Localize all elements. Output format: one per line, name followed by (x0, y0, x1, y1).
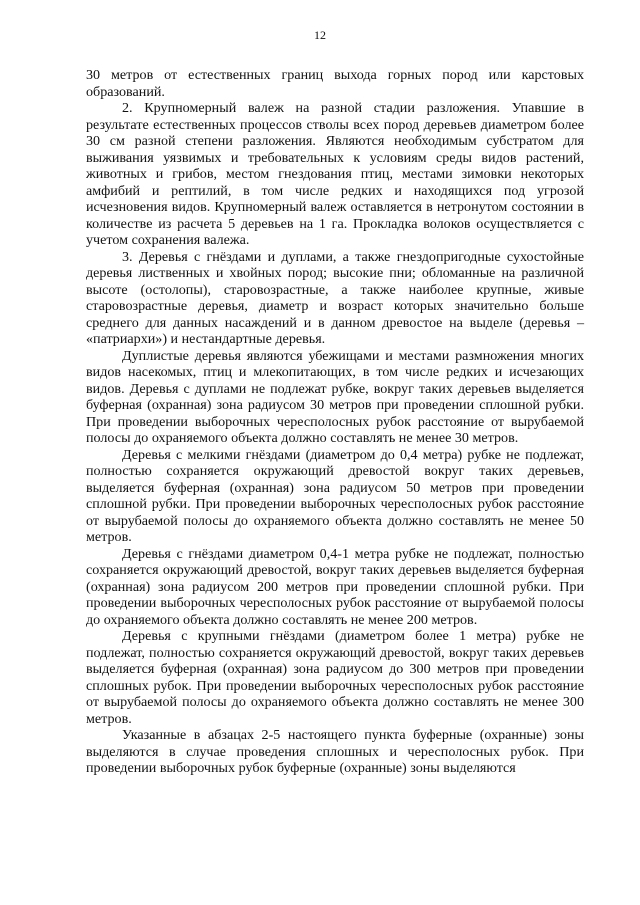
paragraph-buffer-zones-note: Указанные в абзацах 2-5 настоящего пункта буферные (охранные) зоны выделяются в случае проведения сплошных и чересполосных рубок. При проведении выборочных рубок буферные (охранные) зоны выделяются (86, 727, 584, 776)
paragraph-small-nests-buffer: Деревья с мелкими гнёздами (диаметром до 0,4 метра) рубке не подлежат, полностью сохраняется окружающий древостой вокруг таких деревьев, выделяется буферная (охранная) зона радиусом 50 метров при проведении сплошной рубки. При проведении выборочных чересполосных рубок расстояние от вырубаемой полосы до охраняемого объекта должно составлять не менее 50 метров. (86, 446, 584, 545)
paragraph-hollow-trees-buffer: Дуплистые деревья являются убежищами и местами размножения многих видов насекомых, птиц и млекопитающих, в том числе редких и исчезающих видов. Деревья с дуплами не подлежат рубке, вокруг таких деревьев выделяется буферная (охранная) зона радиусом 30 метров при проведении сплошной рубки. При проведении выборочных чересполосных рубок расстояние от вырубаемой полосы до охраняемого объекта должно составлять не менее 30 метров. (86, 347, 584, 446)
page-number: 12 (314, 28, 326, 42)
paragraph-large-nests-buffer: Деревья с крупными гнёздами (диаметром более 1 метра) рубке не подлежат, полностью сохраняется окружающий древостой, вокруг таких деревьев выделяется буферная (охранная) зона радиусом до 300 метров при проведении сплошных рубок. При проведении выборочных чересполосных рубок расстояние от вырубаемой полосы до охраняемого объекта должно составлять не менее 300 метров. (86, 628, 584, 727)
paragraph-medium-nests-buffer: Деревья с гнёздами диаметром 0,4-1 метра рубке не подлежат, полностью сохраняется окружающий древостой, вокруг таких деревьев выделяется буферная (охранная) зона радиусом 200 метров при проведении сплошной рубки. При проведении выборочных чересполосных рубок расстояние от вырубаемой полосы до охраняемого объекта должно составлять не менее 200 метров. (86, 545, 584, 628)
document-body (86, 67, 584, 777)
paragraph-nest-hollow-trees: 3. Деревья с гнёздами и дуплами, а также гнездопригодные сухостойные деревья лиственных и хвойных пород; высокие пни; обломанные на различной высоте (остолопы), старовозрастные, а также наиболее крупные, живые старовозрастные деревья, диаметр и возраст которых значительно больше среднего для данных насаждений и в данном древостое на выделе (деревья – «патриархи») и нестандартные деревья. (86, 248, 584, 347)
paragraph-continuation: 30 метров от естественных границ выхода горных пород или карстовых образований. (86, 67, 584, 100)
paragraph-large-deadwood: 2. Крупномерный валеж на разной стадии разложения. Упавшие в результате естественных процессов стволы всех пород деревьев диаметром более 30 см разной степени разложения. Являются необходимым субстратом для выживания уязвимых и требовательных к условиям среды видов растений, животных и грибов, местом гнездования птиц, местами зимовки некоторых амфибий и рептилий, в том числе редких и находящихся под угрозой исчезновения видов. Крупномерный валеж оставляется в нетронутом состоянии в количестве из расчета 5 деревьев на 1 га. Прокладка волоков осуществляется с учетом сохранения валежа. (86, 100, 584, 248)
